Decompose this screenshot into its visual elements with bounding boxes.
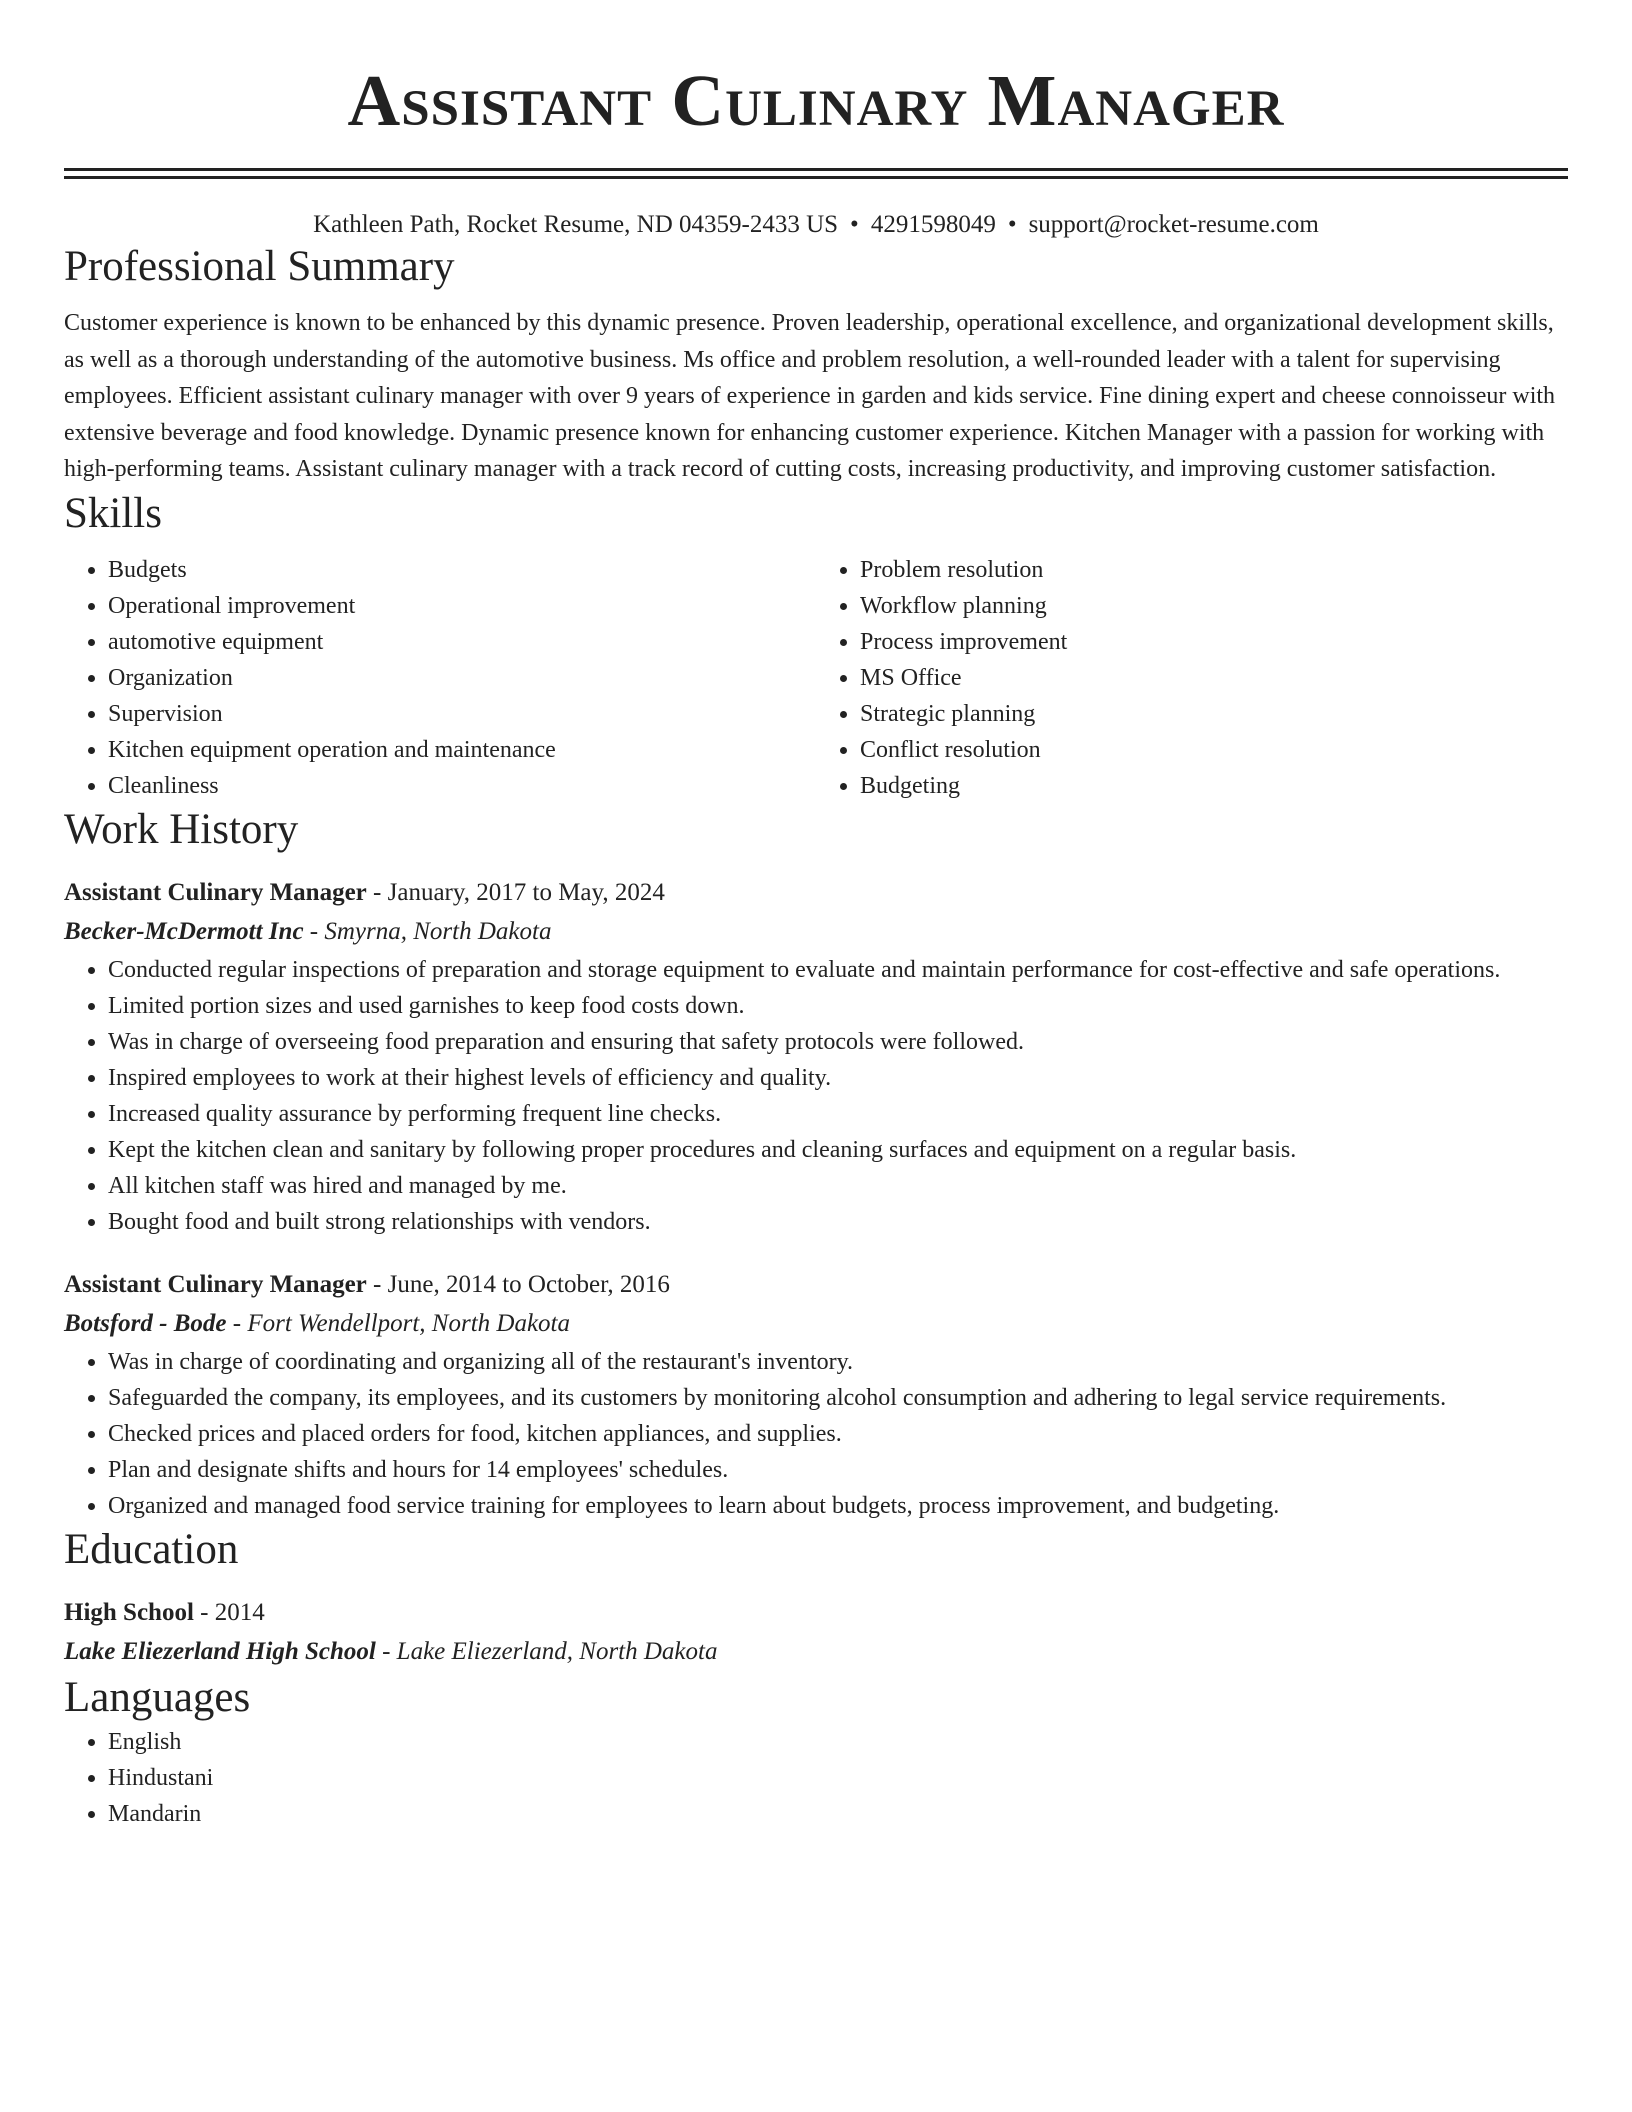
job-bullet-list — [64, 952, 1568, 1240]
skills-heading: Skills — [64, 489, 162, 537]
job-title: Assistant Culinary Manager — [64, 878, 367, 906]
skill-item: • Cleanliness — [108, 768, 816, 804]
job-dates: - June, 2014 to October, 2016 — [366, 1270, 670, 1298]
job-bullet: • Inspired employees to work at their highest levels of efficiency and quality. — [108, 1060, 1568, 1096]
skill-item: • Supervision — [108, 696, 816, 732]
skill-item: • automotive equipment — [108, 624, 816, 660]
job-bullet: • Conducted regular inspections of preparation and storage equipment to evaluate and maintain performance for cost-effective and safe operations. — [108, 952, 1568, 988]
education-heading: Education — [64, 1525, 239, 1573]
job-company-line — [64, 1304, 1568, 1344]
job-bullet: • Organized and managed food service training for employees to learn about budgets, process improvement, and budgeting. — [108, 1488, 1568, 1524]
job-company-line — [64, 912, 1568, 952]
language-item: • Mandarin — [108, 1796, 1568, 1832]
contact-email: support@rocket-resume.com — [1028, 211, 1319, 238]
skill-item: • Budgets — [108, 552, 816, 588]
languages-heading: Languages — [64, 1673, 251, 1721]
skill-item: • Organization — [108, 660, 816, 696]
job-location: - Fort Wendellport, North Dakota — [226, 1309, 571, 1337]
skill-item: • Problem resolution — [860, 552, 1568, 588]
bullet-separator: • — [1007, 211, 1017, 238]
job-title: Assistant Culinary Manager — [64, 1270, 367, 1298]
job-company: Botsford - Bode — [64, 1309, 227, 1337]
language-item: • Hindustani — [108, 1760, 1568, 1796]
summary-heading: Professional Summary — [64, 243, 455, 290]
job-bullet: • Increased quality assurance by performing frequent line checks. — [108, 1096, 1568, 1132]
title-double-rule — [64, 168, 1568, 179]
job-bullet: • Bought food and built strong relationships with vendors. — [108, 1204, 1568, 1240]
job-title-line — [64, 874, 1568, 912]
contact-line — [64, 209, 1568, 241]
job-dates: - January, 2017 to May, 2024 — [366, 878, 665, 906]
skills-columns — [64, 552, 1568, 804]
education-year: - 2014 — [193, 1598, 265, 1626]
job-entry — [64, 1266, 1568, 1524]
education-school-line — [64, 1632, 1568, 1672]
skill-item: • Strategic planning — [860, 696, 1568, 732]
skill-item: • Operational improvement — [108, 588, 816, 624]
language-item: • English — [108, 1724, 1568, 1760]
education-school: Lake Eliezerland High School — [64, 1637, 376, 1665]
job-bullet: • Plan and designate shifts and hours for 14 employees' schedules. — [108, 1452, 1568, 1488]
skill-item: • Process improvement — [860, 624, 1568, 660]
job-bullet: • Was in charge of overseeing food preparation and ensuring that safety protocols were followed. — [108, 1024, 1568, 1060]
bullet-separator: • — [850, 211, 859, 238]
summary-text: Customer experience is known to be enhanced by this dynamic presence. Proven leadership, operational excellence, and organizational development skills, as well as a thorough understanding of the automotive business. Ms office and problem resolution, a well-rounded leader with a talent for supervising employees. Efficient assistant culinary manager with over 9 years of experience in garden and kids service. Fine dining expert and cheese connoisseur with extensive beverage and food knowledge. Dynamic presence known for enhancing customer experience. Kitchen Manager with a passion for working with high-performing teams. Assistant culinary manager with a track record of cutting costs, increasing productivity, and improving customer satisfaction. — [64, 310, 1556, 482]
skills-left-list — [64, 552, 816, 804]
job-bullet-list — [64, 1344, 1568, 1524]
skill-item: • Conflict resolution — [860, 732, 1568, 768]
job-bullet: • Safeguarded the company, its employees, and its customers by monitoring alcohol consumption and adhering to legal service requirements. — [108, 1380, 1568, 1416]
education-location: - Lake Eliezerland, North Dakota — [375, 1637, 718, 1665]
job-title-line — [64, 1266, 1568, 1304]
education-degree: High School — [64, 1598, 194, 1626]
contact-address: Kathleen Path, Rocket Resume, ND 04359-2433 US — [313, 211, 839, 238]
job-bullet: • All kitchen staff was hired and managed by me. — [108, 1168, 1568, 1204]
job-location: - Smyrna, North Dakota — [303, 917, 552, 945]
work-history-heading: Work History — [64, 805, 299, 853]
job-bullet: • Kept the kitchen clean and sanitary by following proper procedures and cleaning surfaces and equipment on a regular basis. — [108, 1132, 1568, 1168]
languages-list — [64, 1724, 1568, 1832]
contact-phone: 4291598049 — [870, 211, 996, 238]
job-bullet: • Was in charge of coordinating and organizing all of the restaurant's inventory. — [108, 1344, 1568, 1380]
skill-item: • Workflow planning — [860, 588, 1568, 624]
job-bullet: • Checked prices and placed orders for food, kitchen appliances, and supplies. — [108, 1416, 1568, 1452]
job-bullet: • Limited portion sizes and used garnishes to keep food costs down. — [108, 988, 1568, 1024]
job-entry — [64, 874, 1568, 1240]
job-company: Becker-McDermott Inc — [64, 917, 304, 945]
skill-item: • Kitchen equipment operation and maintenance — [108, 732, 816, 768]
education-degree-line — [64, 1594, 1568, 1632]
skill-item: • MS Office — [860, 660, 1568, 696]
resume-title: Assistant Culinary Manager — [347, 60, 1285, 141]
skills-right-list — [816, 552, 1568, 804]
skill-item: • Budgeting — [860, 768, 1568, 804]
